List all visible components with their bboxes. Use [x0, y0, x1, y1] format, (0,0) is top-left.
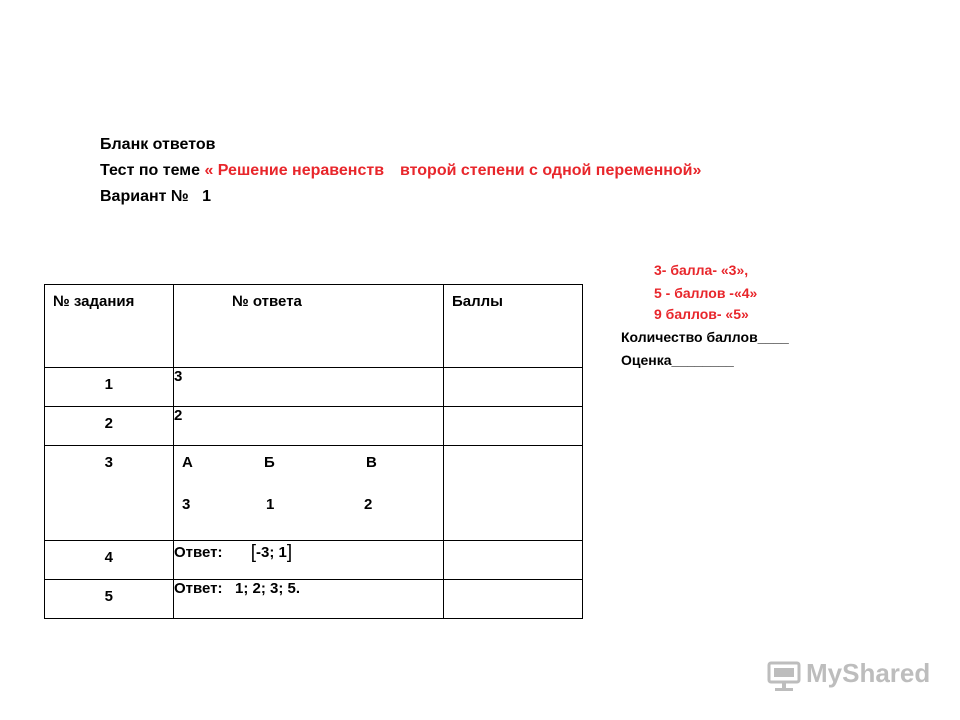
answer-value: 2 [364, 496, 373, 513]
answer-cell [174, 446, 444, 541]
subject-topic-part1: « Решение неравенств [204, 162, 385, 179]
variant-number: 1 [202, 188, 211, 205]
answer-letter: Б [264, 454, 275, 471]
table-row [45, 580, 583, 619]
points-cell[interactable] [444, 368, 583, 407]
test-subject [100, 162, 701, 180]
table-row [45, 446, 583, 541]
answer-value: 3 [182, 496, 191, 513]
table-header-row [45, 285, 583, 368]
variant-label: Вариант № [100, 188, 189, 205]
table-row [45, 368, 583, 407]
bracket-close: ] [286, 542, 293, 563]
subject-prefix: Тест по теме [100, 162, 200, 179]
task-number: 1 [104, 376, 113, 393]
grade-5-rule: 9 баллов- «5» [654, 306, 749, 322]
answer-interval: -3; 1 [255, 544, 287, 561]
answer-value: 1 [266, 496, 275, 513]
presentation-screen-icon [766, 658, 802, 694]
grade-4-rule: 5 - баллов -«4» [654, 285, 758, 301]
answer-letter: В [366, 454, 377, 471]
answer-cell: 2 [174, 407, 444, 446]
header-task-number: № задания [45, 285, 174, 368]
total-points-field: Количество баллов____ [621, 329, 789, 345]
watermark-logo [766, 656, 931, 696]
task-number: 5 [104, 588, 113, 605]
header-points: Баллы [444, 285, 583, 368]
task-number: 4 [104, 549, 113, 566]
points-cell[interactable] [444, 580, 583, 619]
answer-cell [174, 541, 444, 580]
watermark-text: MyShared [806, 658, 931, 688]
task-number: 2 [104, 415, 113, 432]
points-cell[interactable] [444, 541, 583, 580]
grade-3-rule: 3- балла- «3», [654, 262, 749, 278]
variant-line [100, 188, 211, 206]
table-row [45, 541, 583, 580]
subject-topic-part2: второй степени с одной переменной» [400, 162, 702, 179]
points-cell[interactable] [444, 407, 583, 446]
header-answer-number: № ответа [174, 285, 444, 368]
grade-field: Оценка________ [621, 352, 734, 368]
task-number: 3 [104, 454, 113, 471]
answer-label: Ответ: [174, 544, 223, 561]
answer-cell: Ответ: 1; 2; 3; 5. [174, 580, 444, 619]
bracket-open: [ [250, 542, 256, 563]
points-cell[interactable] [444, 446, 583, 541]
answers-table [44, 284, 583, 619]
answer-cell: 3 [174, 368, 444, 407]
sheet-title: Бланк ответов [100, 136, 216, 153]
answer-letter: А [182, 454, 193, 471]
table-row [45, 407, 583, 446]
